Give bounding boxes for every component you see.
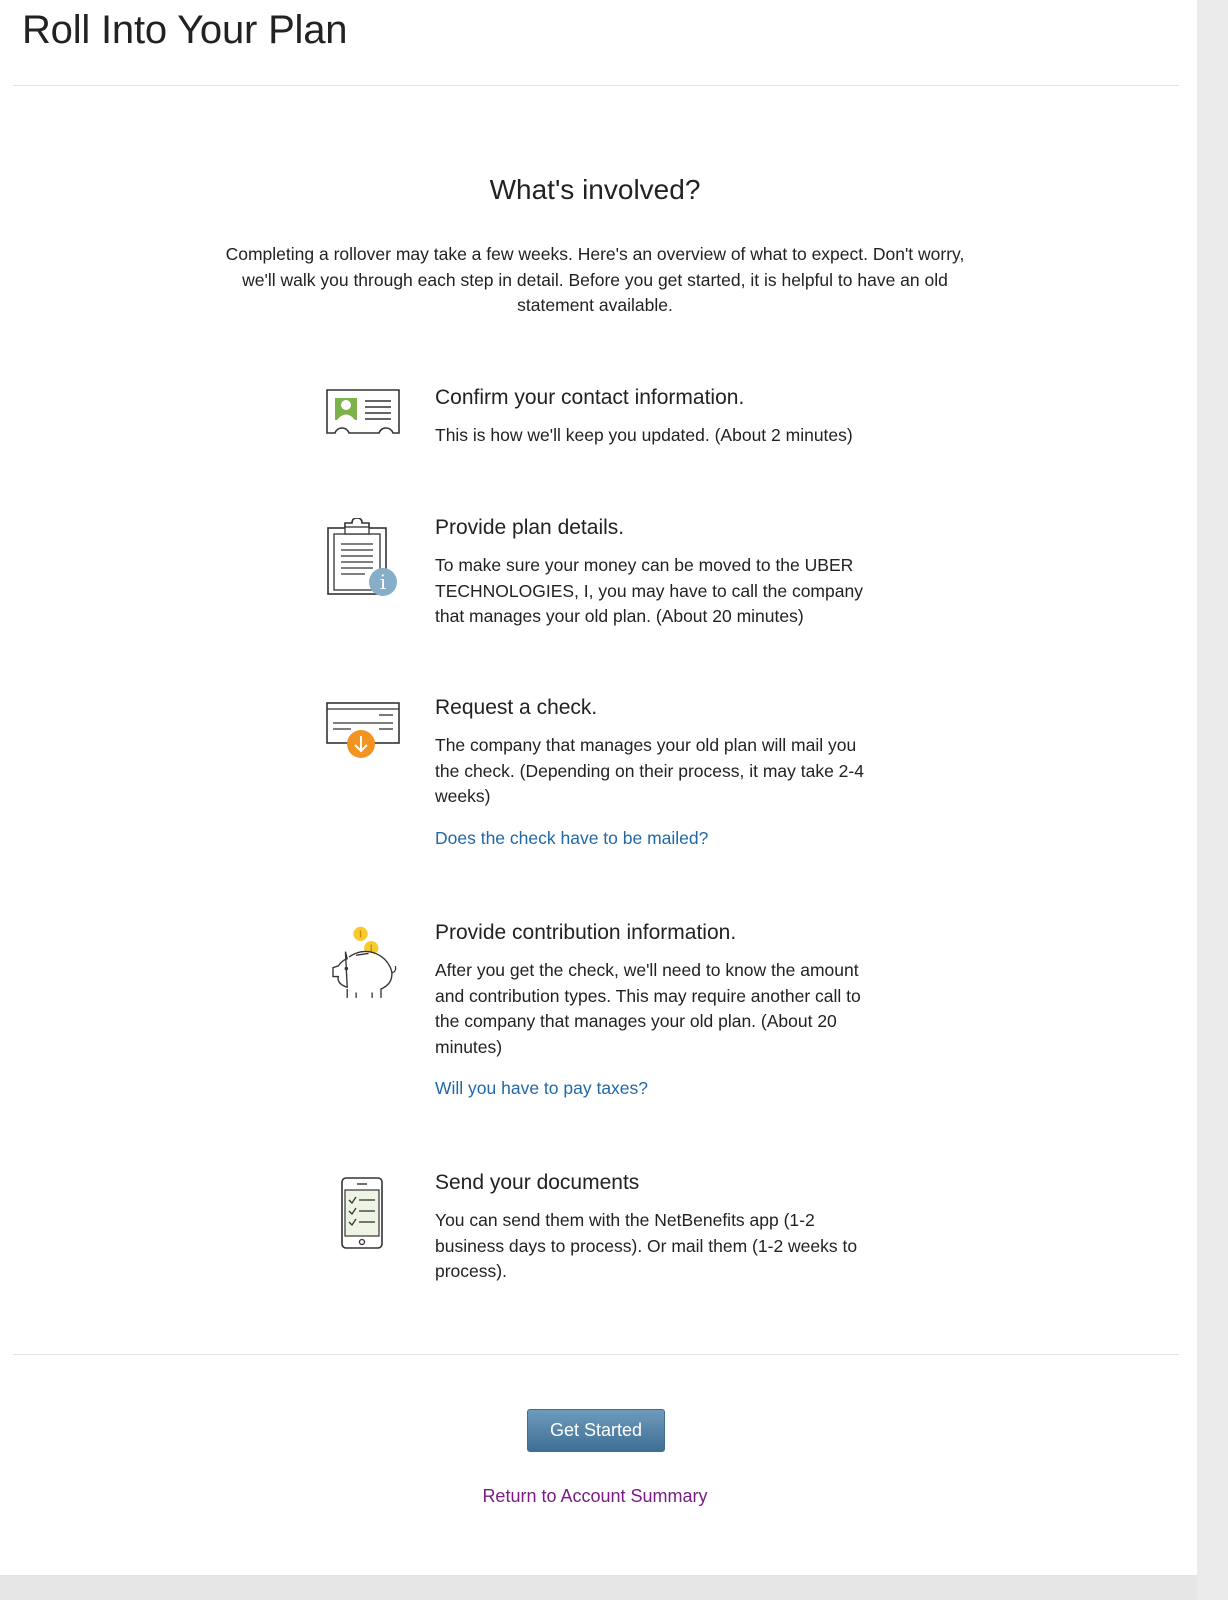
footer-strip: [0, 1575, 1197, 1600]
svg-text:i: i: [379, 570, 387, 594]
right-scroll-gutter: [1197, 0, 1228, 1600]
step-description: To make sure your money can be moved to the UBER TECHNOLOGIES, I, you may have to call the company that manages your old plan. (About 20 minutes): [435, 555, 863, 626]
step-description: You can send them with the NetBenefits app (1-2 business days to process). Or mail them (1-2 weeks to process).: [435, 1210, 858, 1281]
pay-taxes-link[interactable]: Will you have to pay taxes?: [435, 1078, 649, 1098]
step-plan-details: [435, 515, 885, 630]
step-contribution-info: [435, 920, 885, 1100]
step-confirm-contact: [435, 385, 885, 449]
check-mailed-link[interactable]: Does the check have to be mailed?: [435, 827, 709, 848]
step-title: Send your documents: [435, 1171, 640, 1194]
section-heading: What's involved?: [489, 174, 701, 205]
step-description: The company that manages your old plan will mail you the check. (Depending on their process, it may take 2-4 weeks): [435, 735, 864, 806]
contact-card-icon: [325, 375, 405, 455]
return-to-account-summary-link[interactable]: Return to Account Summary: [482, 1486, 708, 1506]
piggy-bank-icon: [325, 925, 405, 1005]
mobile-checklist-icon: [325, 1174, 405, 1254]
step-send-documents: [435, 1170, 885, 1285]
check-download-icon: [325, 693, 405, 773]
header-divider: [13, 85, 1179, 86]
step-title: Provide contribution information.: [435, 921, 737, 944]
step-request-check: [435, 695, 885, 850]
step-title: Request a check.: [435, 696, 598, 719]
footer-divider: [13, 1354, 1179, 1355]
step-description: After you get the check, we'll need to know the amount and contribution types. This may require another call to the company that manages your old plan. (About 20 minutes): [435, 960, 861, 1057]
clipboard-info-icon: [325, 518, 405, 598]
step-title: Provide plan details.: [435, 516, 625, 539]
get-started-button[interactable]: Get Started: [527, 1409, 665, 1452]
step-description: This is how we'll keep you updated. (About 2 minutes): [435, 425, 853, 445]
intro-description: Completing a rollover may take a few weeks. Here's an overview of what to expect. Don't worry, we'll walk you through each step in detail. Before you get started, it is helpful to have an old statement available.: [225, 244, 965, 315]
step-title: Confirm your contact information.: [435, 386, 745, 409]
page-title: Roll Into Your Plan: [22, 8, 348, 52]
